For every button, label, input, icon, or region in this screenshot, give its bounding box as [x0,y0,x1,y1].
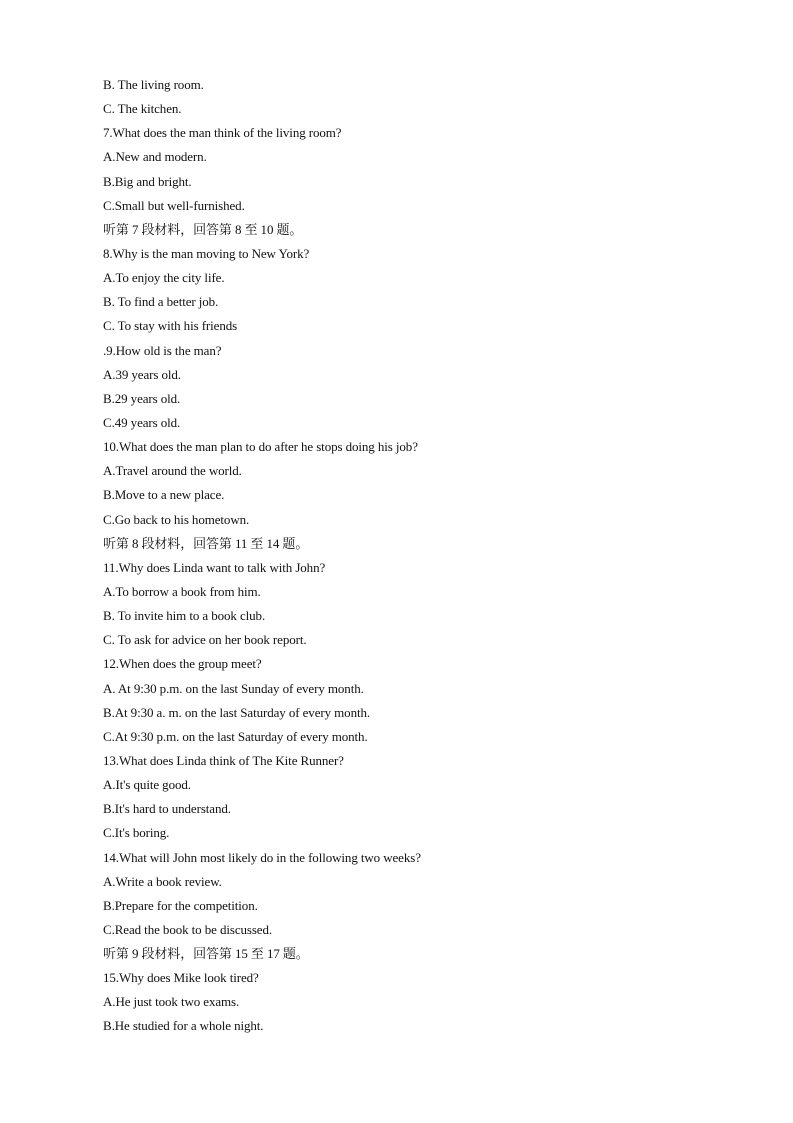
option-10b: B.Move to a new place. [103,487,225,503]
option-13c: C.It's boring. [103,825,170,841]
option-8c: C. To stay with his friends [103,318,238,334]
section-instruction-8: 听第 8 段材料，回答第 11 至 14 题。 [103,535,309,551]
option-13a: A.It's quite good. [103,777,191,793]
option-11b: B. To invite him to a book club. [103,608,266,624]
section-instruction-9: 听第 9 段材料，回答第 15 至 17 题。 [103,946,309,962]
option-12a: A. At 9:30 p.m. on the last Sunday of every month. [103,680,364,696]
question-7: 7.What does the man think of the living room? [103,125,342,141]
option-6b: B. The living room. [103,77,204,92]
option-13b: B.It's hard to understand. [103,801,231,817]
option-9c: C.49 years old. [103,414,181,430]
question-13: 13.What does Linda think of The Kite Runner? [103,752,344,768]
question-10: 10.What does the man plan to do after he stops doing his job? [103,439,418,455]
question-12: 12.When does the group meet? [103,656,262,672]
option-14a: A.Write a book review. [103,873,222,889]
option-10c: C.Go back to his hometown. [103,511,250,527]
question-15: 15.Why does Mike look tired? [103,970,259,986]
option-14b: B.Prepare for the competition. [103,897,258,913]
option-11c: C. To ask for advice on her book report. [103,632,307,648]
option-15a: A.He just took two exams. [103,994,240,1010]
option-8a: A.To enjoy the city life. [103,270,225,286]
option-9b: B.29 years old. [103,390,181,406]
option-14c: C.Read the book to be discussed. [103,921,273,937]
option-11a: A.To borrow a book from him. [103,583,261,599]
option-12b: B.At 9:30 a. m. on the last Saturday of every month. [103,704,371,720]
question-8: 8.Why is the man moving to New York? [103,245,310,261]
question-9: .9.How old is the man? [103,342,222,358]
option-12c: C.At 9:30 p.m. on the last Saturday of every month. [103,728,368,744]
option-7b: B.Big and bright. [103,173,192,189]
option-7c: C.Small but well-furnished. [103,197,245,213]
option-8b: B. To find a better job. [103,294,219,310]
option-10a: A.Travel around the world. [103,463,242,479]
section-instruction-7: 听第 7 段材料，回答第 8 至 10 题。 [103,221,303,237]
option-15b: B.He studied for a whole night. [103,1018,264,1034]
question-11: 11.Why does Linda want to talk with John? [103,559,326,575]
option-7a: A.New and modern. [103,149,207,165]
option-9a: A.39 years old. [103,366,181,382]
question-14: 14.What will John most likely do in the following two weeks? [103,849,421,865]
option-6c: C. The kitchen. [103,101,182,117]
document-text [103,73,723,1039]
